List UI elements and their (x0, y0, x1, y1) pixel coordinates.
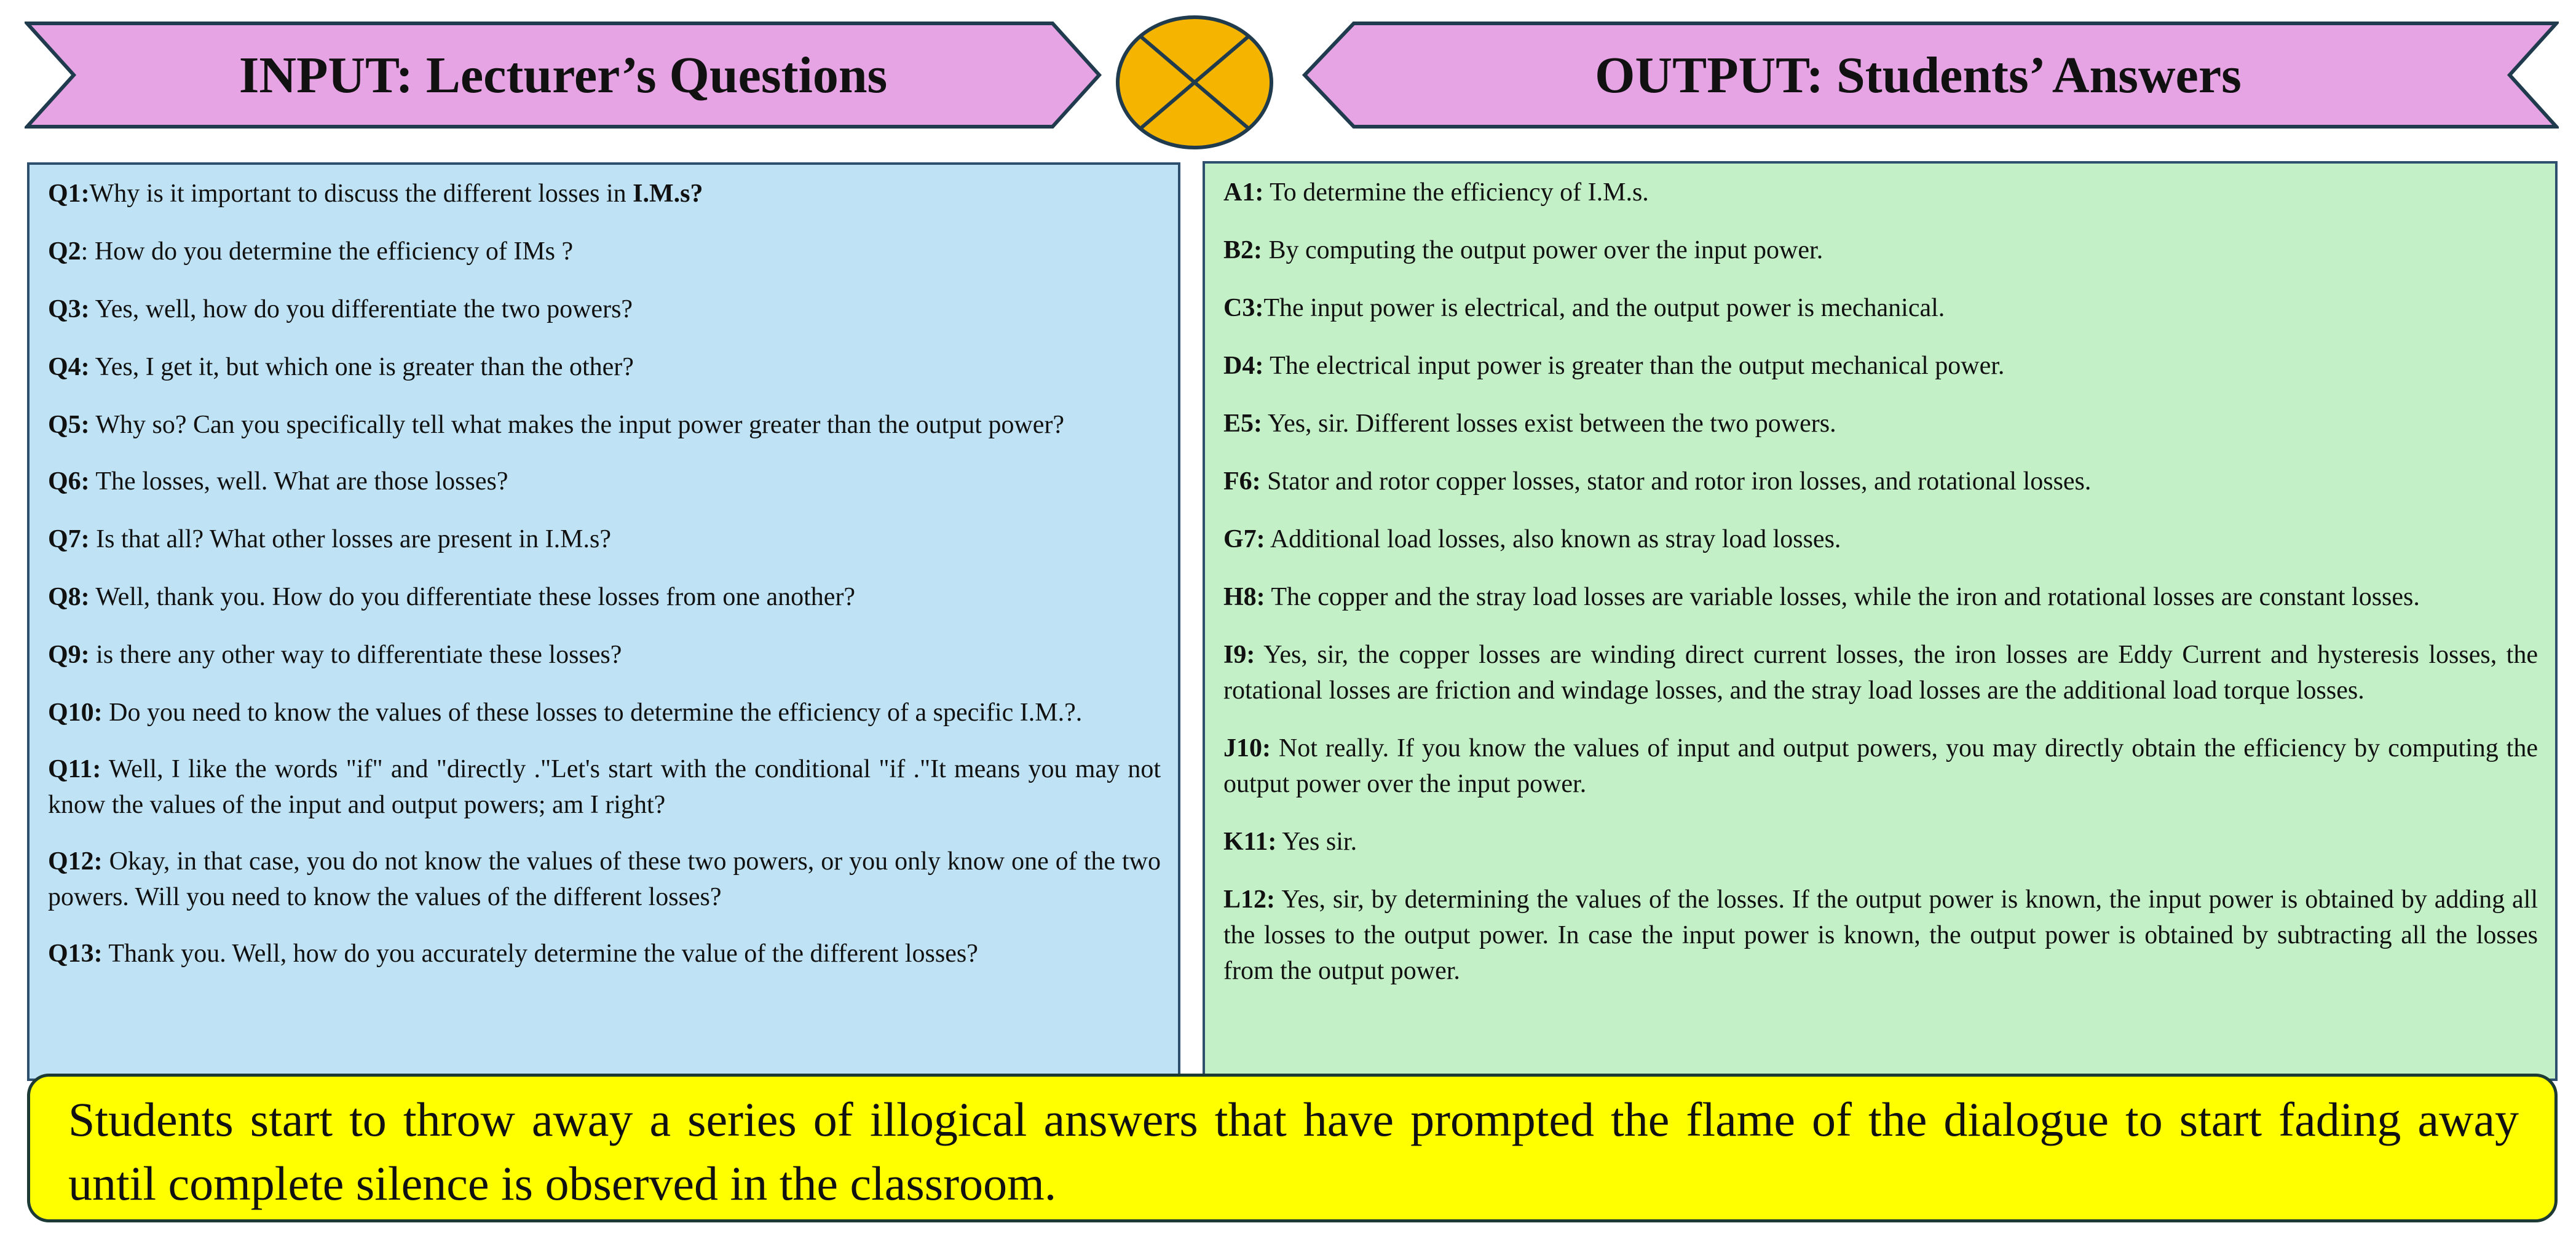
answer-item: I9: Yes, sir, the copper losses are winding direct current losses, the iron losses are Eddy Current and hysteresis losses, the rotational losses are friction and windage losses, and the stray load losses are the additional load torque losses. (1223, 641, 2538, 705)
question-item: Q11: Well, I like the words "if" and "directly ."Let's start with the conditional "if ."It means you may not know the values of the input and output powers; am I right? (48, 755, 1161, 819)
input-banner (25, 21, 1102, 129)
question-item: Q1:Why is it important to discuss the different losses in I.M.s? (48, 180, 703, 208)
output-banner-title: OUTPUT: Students’ Answers (1595, 46, 2242, 104)
question-item: Q4: Yes, I get it, but which one is greater than the other? (48, 353, 634, 381)
answer-item: C3:The input power is electrical, and the output power is mechanical. (1223, 294, 1945, 322)
answer-item: J10: Not really. If you know the values of input and output powers, you may directly obtain the efficiency by computing the output power over the input power. (1223, 734, 2538, 798)
questions-panel (27, 162, 1180, 1081)
answer-item: H8: The copper and the stray load losses are variable losses, while the iron and rotational losses are constant losses. (1223, 583, 2420, 611)
answer-item: D4: The electrical input power is greater than the output mechanical power. (1223, 352, 2005, 380)
input-banner-title: INPUT: Lecturer’s Questions (239, 46, 888, 104)
answer-item: L12: Yes, sir, by determining the values of the losses. If the output power is known, the input power is obtained by adding all the losses to the output power. In case the input power is known, the output power is obtained by subtracting all the losses from the output power. (1223, 885, 2538, 985)
answer-item: A1: To determine the efficiency of I.M.s. (1223, 178, 1649, 207)
question-item: Q2: How do you determine the efficiency of IMs ? (48, 237, 574, 266)
answers-panel (1203, 161, 2558, 1081)
answer-item: F6: Stator and rotor copper losses, stator and rotor iron losses, and rotational losses. (1223, 467, 2092, 496)
answer-item: B2: By computing the output power over the input power. (1223, 236, 1823, 264)
answer-item: G7: Additional load losses, also known as stray load losses. (1223, 525, 1841, 553)
question-item: Q6: The losses, well. What are those losses? (48, 467, 508, 496)
question-item: Q7: Is that all? What other losses are present in I.M.s? (48, 525, 611, 553)
question-item: Q9: is there any other way to differentiate these losses? (48, 641, 622, 669)
circled-x-icon (1114, 14, 1275, 151)
question-item: Q12: Okay, in that case, you do not know the values of these two powers, or you only know one of the two powers. Will you need to know the values of the different losses? (48, 847, 1161, 911)
question-item: Q8: Well, thank you. How do you differentiate these losses from one another? (48, 583, 856, 611)
question-item: Q13: Thank you. Well, how do you accurately determine the value of the different losses? (48, 940, 978, 968)
question-item: Q10: Do you need to know the values of these losses to determine the efficiency of a specific I.M.?. (48, 699, 1083, 727)
question-item: Q3: Yes, well, how do you differentiate the two powers? (48, 295, 633, 323)
silence-note: Students start to throw away a series of illogical answers that have prompted the flame of the dialogue to start fading away until complete silence is observed in the classroom. (27, 1074, 2558, 1222)
output-banner (1302, 21, 2559, 129)
question-item: Q5: Why so? Can you specifically tell what makes the input power greater than the output power? (48, 411, 1065, 439)
answer-item: K11: Yes sir. (1223, 828, 1357, 856)
answer-item: E5: Yes, sir. Different losses exist between the two powers. (1223, 410, 1836, 438)
